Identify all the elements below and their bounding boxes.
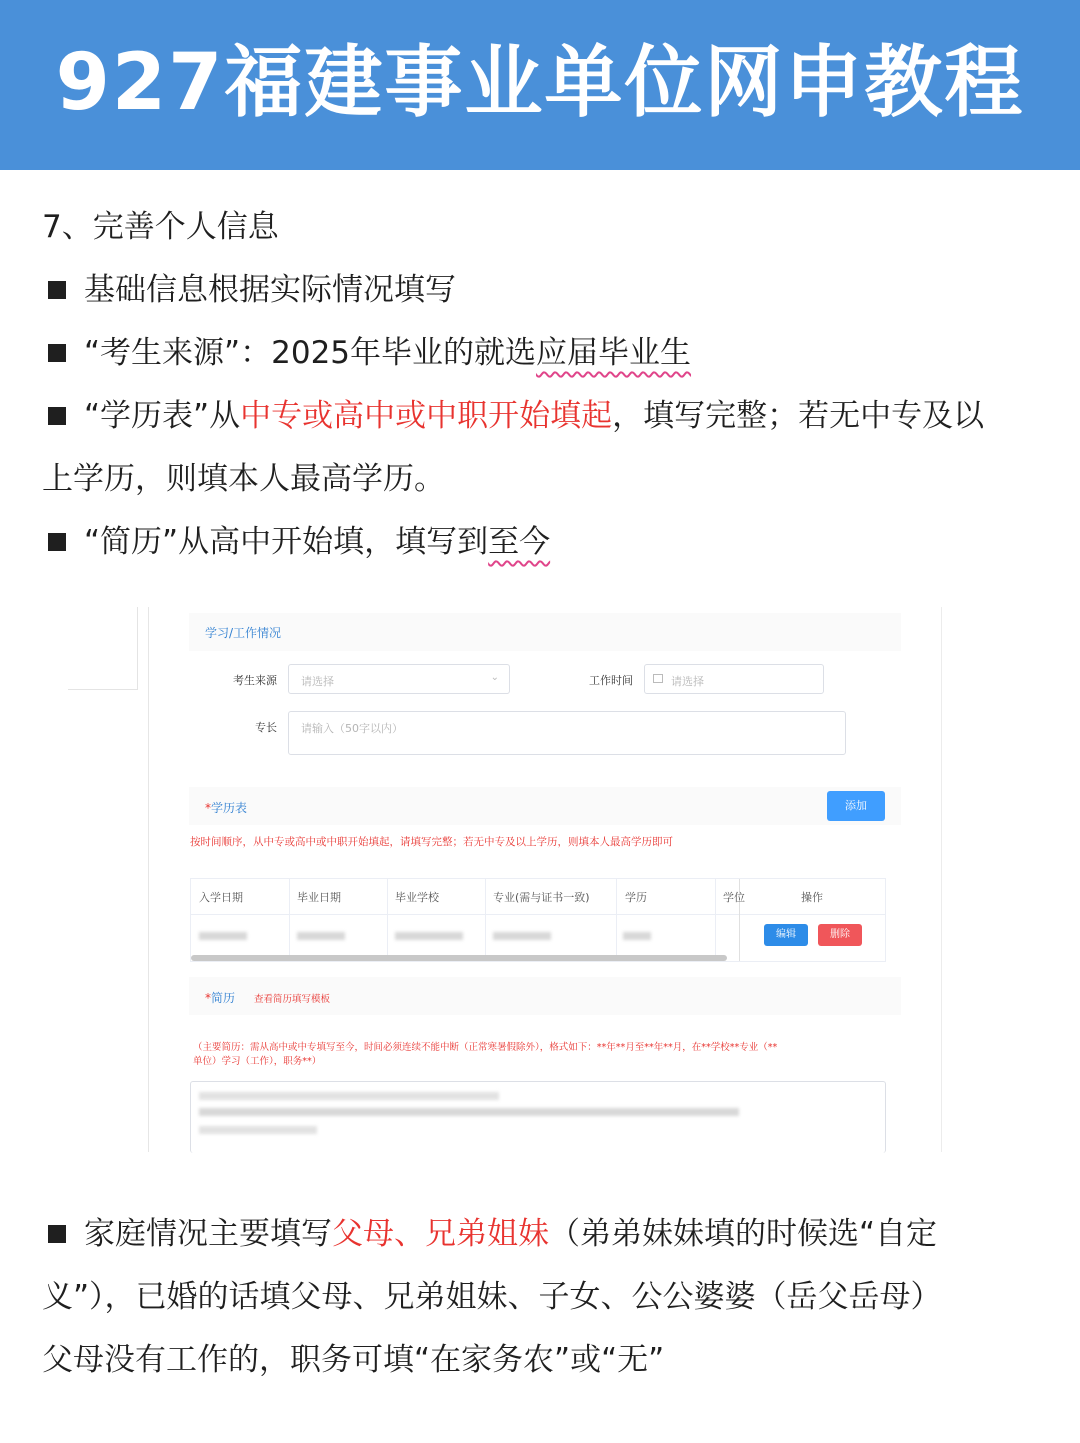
education-note: 按时间顺序，从中专或高中或中职开始填起，请填写完整；若无中专及以上学历，则填本人最高学历即可 [190,836,673,848]
blurred-cell [493,932,551,940]
resume-note: （主要简历：需从高中或中专填写至今，时间必须连续不能中断（正常寒暑假除外），格式如下：**年**月至**年**月，在**学校**专业（** 单位）学习（工作），职务**） [193,1042,778,1067]
square-bullet-icon [48,344,66,362]
column-header: 专业(需与证书一致) [493,891,590,904]
header-banner [0,0,1080,170]
square-bullet-icon [48,533,66,551]
column-header: 操作 [801,891,823,904]
chevron-down-icon: ⌄ [490,672,499,683]
resume-section-header: *简历 查看简历填写模板 [189,977,901,1015]
add-button[interactable]: 添加 [827,791,885,821]
bullet-basic-info: 基础信息根据实际情况填写 [42,259,1042,322]
square-bullet-icon [48,281,66,299]
calendar-icon [653,674,663,683]
blurred-cell [395,932,463,940]
work-time-label: 工作时间 [589,674,633,687]
blurred-cell [623,932,651,940]
education-table [190,878,886,962]
family-line-2: 义”），已婚的话填父母、兄弟姐妹、子女、公公婆婆（岳父岳母） [42,1279,942,1315]
square-bullet-icon [48,1225,66,1243]
column-header: 毕业日期 [297,891,341,904]
bullet-resume: “简历”从高中开始填，填写到至今 [42,511,1042,574]
edit-button[interactable]: 编辑 [764,924,808,946]
bullet-family: 家庭情况主要填写父母、兄弟姐妹（弟弟妹妹填的时候选“自定 [42,1203,1042,1266]
column-header: 学历 [625,891,647,904]
bullet-source: “考生来源”：2025年毕业的就选应届毕业生 [42,322,1042,385]
column-header: 学位 [723,891,745,904]
resume-template-link[interactable]: 查看简历填写模板 [254,994,331,1005]
divider [68,607,138,690]
square-bullet-icon [48,407,66,425]
delete-button[interactable]: 删除 [818,924,862,946]
step-heading: 7、完善个人信息 [42,209,279,245]
column-header: 毕业学校 [395,891,439,904]
bullet-education-cont: 上学历，则填本人最高学历。 [42,461,445,497]
horizontal-scrollbar[interactable] [191,955,727,961]
column-header: 入学日期 [199,891,243,904]
skill-textarea[interactable]: 请输入（50字以内） [288,711,846,755]
blurred-cell [297,932,345,940]
family-line-3: 父母没有工作的，职务可填“在家务农”或“无” [42,1342,665,1378]
study-section-header: 学习/工作情况 [189,613,901,651]
skill-label: 专长 [255,721,277,734]
page-title: 927福建事业单位网申教程 [55,38,1025,128]
bullet-education: “学历表”从中专或高中或中职开始填起，填写完整；若无中专及以 [42,385,1042,448]
form-screenshot [148,607,942,1152]
blurred-cell [199,932,247,940]
resume-textarea[interactable] [190,1081,886,1153]
source-select[interactable]: 请选择 ⌄ [288,664,510,694]
education-section-header: *学历表 [189,787,901,825]
work-time-picker[interactable]: 请选择 [644,664,824,694]
source-label: 考生来源 [233,674,277,687]
